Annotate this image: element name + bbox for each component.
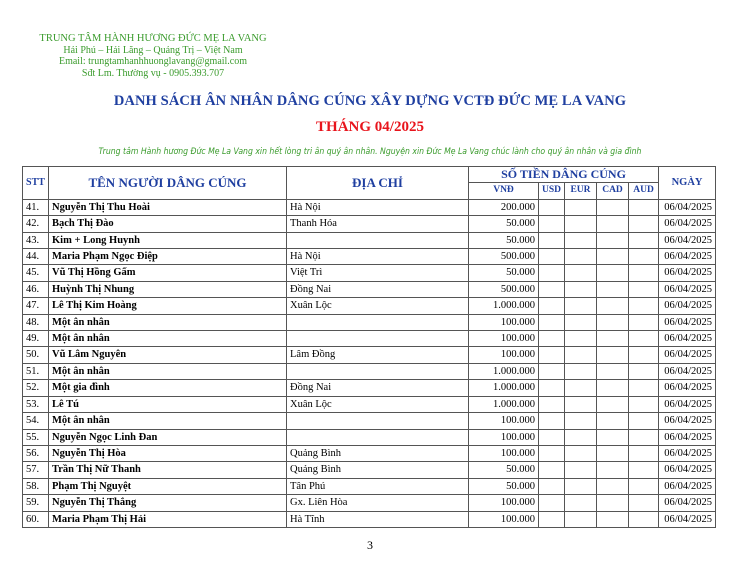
date-cell: 06/04/2025 bbox=[659, 380, 716, 396]
thanks-message: Trung tâm Hành hương Đức Mẹ La Vang xin hết lòng tri ân quý ân nhân. Nguyện xin Đức Mẹ La Vang chúc lành cho quý ân nhân và gia đình bbox=[98, 147, 642, 157]
eur-amount-cell bbox=[565, 363, 597, 379]
usd-amount-cell bbox=[539, 445, 565, 461]
header-cad: CAD bbox=[597, 183, 629, 199]
donor-name-cell: Một ân nhân bbox=[49, 363, 287, 379]
stt-cell: 49. bbox=[23, 331, 49, 347]
eur-amount-cell bbox=[565, 265, 597, 281]
date-cell: 06/04/2025 bbox=[659, 265, 716, 281]
vnd-amount-cell: 100.000 bbox=[469, 429, 539, 445]
usd-amount-cell bbox=[539, 314, 565, 330]
table-row bbox=[23, 380, 716, 396]
table-row bbox=[23, 347, 716, 363]
vnd-amount-cell: 50.000 bbox=[469, 216, 539, 232]
vnd-amount-cell: 50.000 bbox=[469, 232, 539, 248]
date-cell: 06/04/2025 bbox=[659, 331, 716, 347]
donor-name-cell: Maria Phạm Ngọc Điệp bbox=[49, 249, 287, 265]
usd-amount-cell bbox=[539, 396, 565, 412]
usd-amount-cell bbox=[539, 478, 565, 494]
vnd-amount-cell: 1.000.000 bbox=[469, 298, 539, 314]
usd-amount-cell bbox=[539, 347, 565, 363]
donor-name-cell: Một ân nhân bbox=[49, 314, 287, 330]
page-number: 3 bbox=[367, 538, 373, 552]
stt-cell: 42. bbox=[23, 216, 49, 232]
stt-cell: 56. bbox=[23, 445, 49, 461]
cad-amount-cell bbox=[597, 199, 629, 215]
vnd-amount-cell: 500.000 bbox=[469, 281, 539, 297]
date-cell: 06/04/2025 bbox=[659, 511, 716, 527]
aud-amount-cell bbox=[629, 445, 659, 461]
eur-amount-cell bbox=[565, 199, 597, 215]
table-row bbox=[23, 363, 716, 379]
donor-name-cell: Lê Thị Kim Hoàng bbox=[49, 298, 287, 314]
aud-amount-cell bbox=[629, 232, 659, 248]
header-aud: AUD bbox=[629, 183, 659, 199]
donor-name-cell: Vũ Lâm Nguyên bbox=[49, 347, 287, 363]
cad-amount-cell bbox=[597, 265, 629, 281]
document-title: DANH SÁCH ÂN NHÂN DÂNG CÚNG XÂY DỰNG VCTĐ ĐỨC MẸ LA VANG bbox=[113, 93, 627, 109]
stt-cell: 55. bbox=[23, 429, 49, 445]
cad-amount-cell bbox=[597, 478, 629, 494]
org-header bbox=[38, 33, 268, 79]
table-row bbox=[23, 298, 716, 314]
donor-name-cell: Một gia đình bbox=[49, 380, 287, 396]
cad-amount-cell bbox=[597, 462, 629, 478]
usd-amount-cell bbox=[539, 265, 565, 281]
vnd-amount-cell: 1.000.000 bbox=[469, 380, 539, 396]
stt-cell: 45. bbox=[23, 265, 49, 281]
vnd-amount-cell: 200.000 bbox=[469, 199, 539, 215]
usd-amount-cell bbox=[539, 249, 565, 265]
address-cell: Lâm Đồng bbox=[287, 347, 469, 363]
date-cell: 06/04/2025 bbox=[659, 445, 716, 461]
aud-amount-cell bbox=[629, 462, 659, 478]
eur-amount-cell bbox=[565, 511, 597, 527]
donor-name-cell: Một ân nhân bbox=[49, 331, 287, 347]
vnd-amount-cell: 50.000 bbox=[469, 478, 539, 494]
table-row bbox=[23, 281, 716, 297]
aud-amount-cell bbox=[629, 265, 659, 281]
donor-name-cell: Huỳnh Thị Nhung bbox=[49, 281, 287, 297]
vnd-amount-cell: 100.000 bbox=[469, 495, 539, 511]
org-phone: Sđt Lm. Thường vụ - 0905.393.707 bbox=[81, 67, 225, 79]
stt-cell: 41. bbox=[23, 199, 49, 215]
address-cell: Gx. Liên Hòa bbox=[287, 495, 469, 511]
header-address: ĐỊA CHỈ bbox=[287, 167, 469, 200]
date-cell: 06/04/2025 bbox=[659, 232, 716, 248]
date-cell: 06/04/2025 bbox=[659, 199, 716, 215]
donor-rows bbox=[23, 199, 716, 527]
address-cell: Tân Phú bbox=[287, 478, 469, 494]
eur-amount-cell bbox=[565, 347, 597, 363]
table-row bbox=[23, 462, 716, 478]
vnd-amount-cell: 500.000 bbox=[469, 249, 539, 265]
table-row bbox=[23, 495, 716, 511]
address-cell: Hà Tĩnh bbox=[287, 511, 469, 527]
donor-name-cell: Trần Thị Nữ Thanh bbox=[49, 462, 287, 478]
stt-cell: 43. bbox=[23, 232, 49, 248]
address-cell bbox=[287, 331, 469, 347]
cad-amount-cell bbox=[597, 216, 629, 232]
date-cell: 06/04/2025 bbox=[659, 314, 716, 330]
address-cell bbox=[287, 232, 469, 248]
aud-amount-cell bbox=[629, 314, 659, 330]
aud-amount-cell bbox=[629, 478, 659, 494]
org-address: Hải Phú – Hải Lăng – Quảng Trị – Việt Nam bbox=[63, 44, 243, 56]
date-cell: 06/04/2025 bbox=[659, 298, 716, 314]
aud-amount-cell bbox=[629, 347, 659, 363]
eur-amount-cell bbox=[565, 232, 597, 248]
aud-amount-cell bbox=[629, 413, 659, 429]
table-row bbox=[23, 216, 716, 232]
cad-amount-cell bbox=[597, 495, 629, 511]
cad-amount-cell bbox=[597, 363, 629, 379]
usd-amount-cell bbox=[539, 298, 565, 314]
cad-amount-cell bbox=[597, 347, 629, 363]
usd-amount-cell bbox=[539, 216, 565, 232]
header-vnd: VNĐ bbox=[469, 183, 539, 199]
usd-amount-cell bbox=[539, 363, 565, 379]
cad-amount-cell bbox=[597, 314, 629, 330]
table-row bbox=[23, 445, 716, 461]
aud-amount-cell bbox=[629, 429, 659, 445]
address-cell bbox=[287, 314, 469, 330]
address-cell bbox=[287, 413, 469, 429]
address-cell: Hà Nội bbox=[287, 249, 469, 265]
donor-name-cell: Nguyễn Thị Thắng bbox=[49, 495, 287, 511]
vnd-amount-cell: 1.000.000 bbox=[469, 396, 539, 412]
aud-amount-cell bbox=[629, 298, 659, 314]
donor-name-cell: Vũ Thị Hồng Gấm bbox=[49, 265, 287, 281]
usd-amount-cell bbox=[539, 281, 565, 297]
address-cell: Xuân Lộc bbox=[287, 298, 469, 314]
header-eur: EUR bbox=[565, 183, 597, 199]
stt-cell: 52. bbox=[23, 380, 49, 396]
stt-cell: 51. bbox=[23, 363, 49, 379]
stt-cell: 48. bbox=[23, 314, 49, 330]
donor-name-cell: Lê Tú bbox=[49, 396, 287, 412]
table-row bbox=[23, 265, 716, 281]
cad-amount-cell bbox=[597, 511, 629, 527]
header-usd: USD bbox=[539, 183, 565, 199]
donor-name-cell: Nguyễn Thị Thu Hoài bbox=[49, 199, 287, 215]
cad-amount-cell bbox=[597, 445, 629, 461]
table-row bbox=[23, 429, 716, 445]
date-cell: 06/04/2025 bbox=[659, 429, 716, 445]
aud-amount-cell bbox=[629, 216, 659, 232]
header-money: SỐ TIỀN DÂNG CÚNG bbox=[469, 167, 659, 183]
table-row bbox=[23, 199, 716, 215]
eur-amount-cell bbox=[565, 445, 597, 461]
stt-cell: 50. bbox=[23, 347, 49, 363]
date-cell: 06/04/2025 bbox=[659, 363, 716, 379]
stt-cell: 59. bbox=[23, 495, 49, 511]
aud-amount-cell bbox=[629, 281, 659, 297]
donor-name-cell: Nguyễn Ngọc Linh Đan bbox=[49, 429, 287, 445]
org-name: TRUNG TÂM HÀNH HƯƠNG ĐỨC MẸ LA VANG bbox=[39, 33, 267, 44]
eur-amount-cell bbox=[565, 281, 597, 297]
date-cell: 06/04/2025 bbox=[659, 347, 716, 363]
usd-amount-cell bbox=[539, 413, 565, 429]
stt-cell: 58. bbox=[23, 478, 49, 494]
header-date: NGÀY bbox=[659, 167, 716, 200]
header-name: TÊN NGƯỜI DÂNG CÚNG bbox=[49, 167, 287, 200]
table-row bbox=[23, 413, 716, 429]
aud-amount-cell bbox=[629, 331, 659, 347]
table-row bbox=[23, 396, 716, 412]
usd-amount-cell bbox=[539, 232, 565, 248]
vnd-amount-cell: 50.000 bbox=[469, 265, 539, 281]
table-row bbox=[23, 314, 716, 330]
eur-amount-cell bbox=[565, 396, 597, 412]
eur-amount-cell bbox=[565, 249, 597, 265]
stt-cell: 47. bbox=[23, 298, 49, 314]
table-row bbox=[23, 249, 716, 265]
address-cell: Hà Nội bbox=[287, 199, 469, 215]
donor-name-cell: Bạch Thị Đào bbox=[49, 216, 287, 232]
month-label: THÁNG 04/2025 bbox=[316, 119, 424, 135]
stt-cell: 57. bbox=[23, 462, 49, 478]
vnd-amount-cell: 1.000.000 bbox=[469, 363, 539, 379]
eur-amount-cell bbox=[565, 413, 597, 429]
eur-amount-cell bbox=[565, 429, 597, 445]
aud-amount-cell bbox=[629, 199, 659, 215]
stt-cell: 54. bbox=[23, 413, 49, 429]
address-cell: Quảng Bình bbox=[287, 462, 469, 478]
donor-table bbox=[22, 166, 716, 528]
cad-amount-cell bbox=[597, 232, 629, 248]
cad-amount-cell bbox=[597, 281, 629, 297]
donor-name-cell: Maria Phạm Thị Hải bbox=[49, 511, 287, 527]
donor-name-cell: Phạm Thị Nguyệt bbox=[49, 478, 287, 494]
aud-amount-cell bbox=[629, 380, 659, 396]
stt-cell: 44. bbox=[23, 249, 49, 265]
vnd-amount-cell: 100.000 bbox=[469, 511, 539, 527]
vnd-amount-cell: 100.000 bbox=[469, 413, 539, 429]
date-cell: 06/04/2025 bbox=[659, 216, 716, 232]
stt-cell: 46. bbox=[23, 281, 49, 297]
aud-amount-cell bbox=[629, 495, 659, 511]
table-row bbox=[23, 331, 716, 347]
cad-amount-cell bbox=[597, 396, 629, 412]
donor-name-cell: Kim + Long Huynh bbox=[49, 232, 287, 248]
usd-amount-cell bbox=[539, 429, 565, 445]
date-cell: 06/04/2025 bbox=[659, 249, 716, 265]
table-row bbox=[23, 232, 716, 248]
cad-amount-cell bbox=[597, 413, 629, 429]
address-cell bbox=[287, 429, 469, 445]
donor-name-cell: Một ân nhân bbox=[49, 413, 287, 429]
address-cell: Đồng Nai bbox=[287, 281, 469, 297]
date-cell: 06/04/2025 bbox=[659, 478, 716, 494]
usd-amount-cell bbox=[539, 462, 565, 478]
address-cell: Đồng Nai bbox=[287, 380, 469, 396]
date-cell: 06/04/2025 bbox=[659, 495, 716, 511]
aud-amount-cell bbox=[629, 396, 659, 412]
date-cell: 06/04/2025 bbox=[659, 413, 716, 429]
eur-amount-cell bbox=[565, 462, 597, 478]
date-cell: 06/04/2025 bbox=[659, 281, 716, 297]
stt-cell: 60. bbox=[23, 511, 49, 527]
usd-amount-cell bbox=[539, 199, 565, 215]
eur-amount-cell bbox=[565, 380, 597, 396]
eur-amount-cell bbox=[565, 495, 597, 511]
table-row bbox=[23, 511, 716, 527]
usd-amount-cell bbox=[539, 495, 565, 511]
usd-amount-cell bbox=[539, 511, 565, 527]
header-stt: STT bbox=[23, 167, 49, 200]
date-cell: 06/04/2025 bbox=[659, 462, 716, 478]
cad-amount-cell bbox=[597, 380, 629, 396]
usd-amount-cell bbox=[539, 331, 565, 347]
eur-amount-cell bbox=[565, 216, 597, 232]
address-cell: Việt Trì bbox=[287, 265, 469, 281]
cad-amount-cell bbox=[597, 249, 629, 265]
vnd-amount-cell: 50.000 bbox=[469, 462, 539, 478]
cad-amount-cell bbox=[597, 298, 629, 314]
eur-amount-cell bbox=[565, 314, 597, 330]
aud-amount-cell bbox=[629, 249, 659, 265]
cad-amount-cell bbox=[597, 429, 629, 445]
vnd-amount-cell: 100.000 bbox=[469, 331, 539, 347]
address-cell bbox=[287, 363, 469, 379]
vnd-amount-cell: 100.000 bbox=[469, 314, 539, 330]
aud-amount-cell bbox=[629, 511, 659, 527]
aud-amount-cell bbox=[629, 363, 659, 379]
cad-amount-cell bbox=[597, 331, 629, 347]
org-email: Email: trungtamhanhhuonglavang@gmail.com bbox=[58, 56, 248, 67]
eur-amount-cell bbox=[565, 478, 597, 494]
address-cell: Xuân Lộc bbox=[287, 396, 469, 412]
vnd-amount-cell: 100.000 bbox=[469, 347, 539, 363]
eur-amount-cell bbox=[565, 298, 597, 314]
date-cell: 06/04/2025 bbox=[659, 396, 716, 412]
address-cell: Quảng Bình bbox=[287, 445, 469, 461]
table-row bbox=[23, 478, 716, 494]
vnd-amount-cell: 100.000 bbox=[469, 445, 539, 461]
address-cell: Thanh Hóa bbox=[287, 216, 469, 232]
eur-amount-cell bbox=[565, 331, 597, 347]
stt-cell: 53. bbox=[23, 396, 49, 412]
usd-amount-cell bbox=[539, 380, 565, 396]
donor-name-cell: Nguyễn Thị Hòa bbox=[49, 445, 287, 461]
